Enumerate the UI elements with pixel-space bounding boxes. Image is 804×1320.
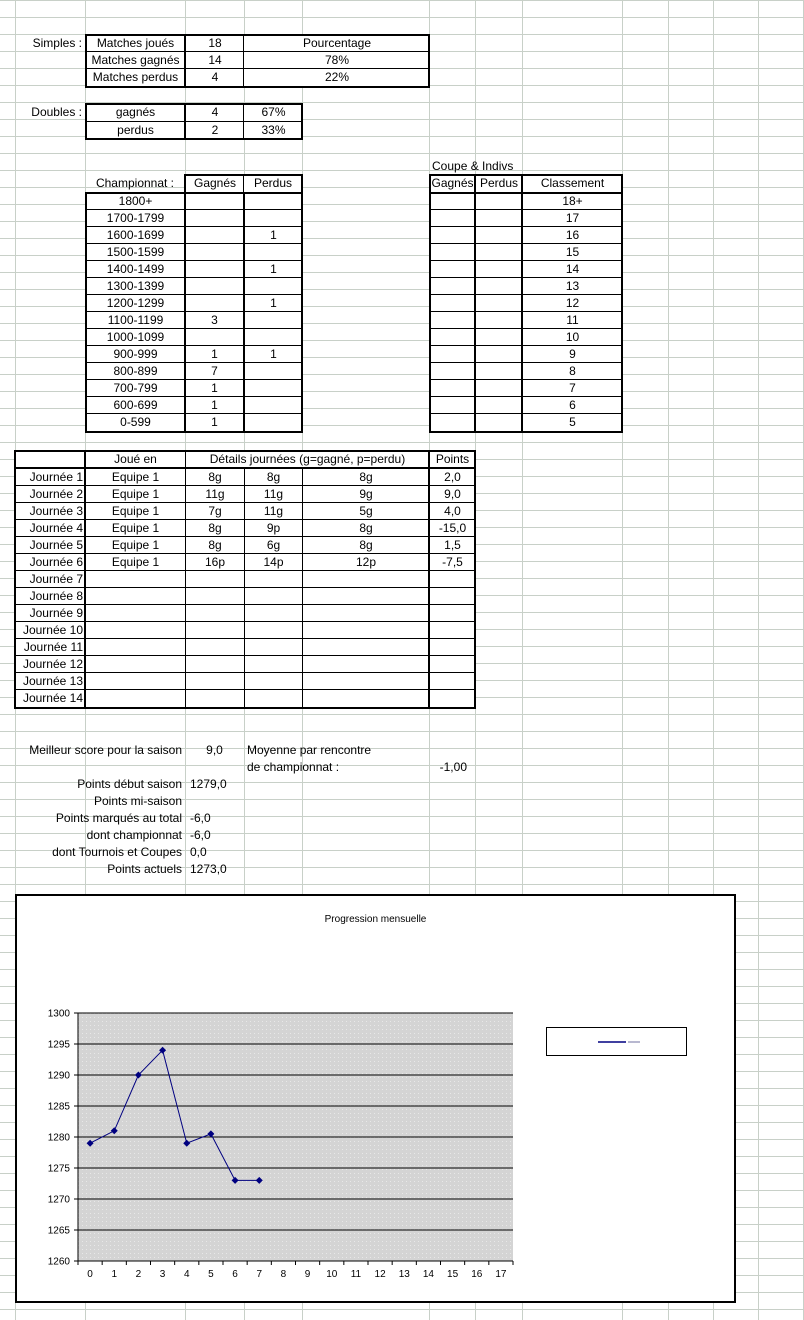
- journee-points[interactable]: 1,5: [444, 538, 461, 552]
- journee-day: Journée 3: [29, 504, 83, 518]
- journee-day: Journée 12: [22, 657, 83, 671]
- championnat-lost[interactable]: [245, 329, 302, 346]
- championnat-lost[interactable]: [245, 193, 302, 210]
- coupe-rank: 9: [569, 347, 576, 361]
- championnat-range: 1600-1699: [106, 228, 165, 242]
- journee-match-1[interactable]: [186, 571, 244, 588]
- championnat-lost[interactable]: [245, 414, 302, 431]
- coupe-won[interactable]: [430, 329, 475, 346]
- championnat-won[interactable]: [186, 210, 243, 227]
- championnat-won[interactable]: [186, 227, 243, 244]
- journee-match-2[interactable]: 9p: [266, 521, 281, 535]
- coupe-lost[interactable]: [476, 312, 522, 329]
- championnat-won[interactable]: 7: [211, 364, 218, 378]
- journee-team[interactable]: [86, 656, 185, 673]
- coupe-rank: 10: [565, 330, 580, 344]
- col-divider: [184, 35, 186, 87]
- coupe-won[interactable]: [430, 380, 475, 397]
- x-tick-label: 17: [495, 1269, 507, 1280]
- journee-match-2[interactable]: 6g: [266, 538, 281, 552]
- championnat-won[interactable]: [186, 295, 243, 312]
- journee-match-2[interactable]: 14p: [263, 555, 284, 569]
- journee-match-1[interactable]: [186, 690, 244, 707]
- coupe-lost-header: Perdus: [479, 176, 519, 190]
- championnat-lost[interactable]: [245, 210, 302, 227]
- championnat-lost[interactable]: [245, 312, 302, 329]
- y-tick-label: 1275: [47, 1163, 70, 1175]
- coupe-lost[interactable]: [476, 414, 522, 431]
- simples-row-label: Matches joués: [96, 36, 175, 50]
- journee-match-2[interactable]: 11g: [263, 487, 284, 501]
- championnat-won[interactable]: 1: [211, 347, 218, 361]
- journee-team[interactable]: [86, 622, 185, 639]
- coupe-rank: 15: [565, 245, 580, 259]
- grid-row-line: [0, 884, 804, 885]
- coupe-rank: 8: [569, 364, 576, 378]
- summary-value: 0,0: [190, 845, 207, 859]
- simples-row-pct[interactable]: 22%: [324, 70, 350, 84]
- journee-day: Journée 1: [29, 470, 83, 484]
- journee-points[interactable]: [430, 673, 475, 690]
- journee-match-3[interactable]: [303, 639, 429, 656]
- journee-match-3[interactable]: [303, 605, 429, 622]
- x-tick-label: 1: [111, 1269, 118, 1280]
- journee-team[interactable]: Equipe 1: [111, 487, 160, 501]
- x-tick-label: 6: [232, 1269, 238, 1280]
- journee-match-3[interactable]: [303, 622, 429, 639]
- simples-row-value[interactable]: 14: [208, 53, 222, 67]
- col-divider: [244, 469, 245, 708]
- best-score-label: Meilleur score pour la saison: [29, 743, 182, 757]
- col-divider: [243, 104, 244, 139]
- coupe-won[interactable]: [430, 210, 475, 227]
- chart-title: Progression mensuelle: [324, 914, 427, 925]
- coupe-lost[interactable]: [476, 278, 522, 295]
- summary-value: 1273,0: [190, 862, 227, 876]
- x-tick-label: 13: [398, 1269, 410, 1280]
- grid-row-line: [0, 153, 804, 154]
- x-tick-label: 5: [208, 1269, 214, 1280]
- championnat-range: 900-999: [113, 347, 158, 361]
- championnat-won[interactable]: 1: [211, 398, 218, 412]
- simples-label: Simples :: [32, 36, 82, 50]
- championnat-won[interactable]: 1: [211, 415, 218, 429]
- coupe-lost[interactable]: [476, 397, 522, 414]
- journee-team[interactable]: Equipe 1: [111, 504, 160, 518]
- summary-label: Points début saison: [77, 777, 182, 791]
- legend-series-label: [628, 1041, 640, 1043]
- chart-plot: [17, 896, 734, 1301]
- journee-match-1[interactable]: 11g: [205, 487, 225, 501]
- coupe-rank: 12: [565, 296, 580, 310]
- journee-match-1[interactable]: 16p: [204, 555, 226, 569]
- summary-label: dont Tournois et Coupes: [52, 845, 182, 859]
- journee-points[interactable]: -15,0: [438, 521, 467, 535]
- journee-match-3[interactable]: 8g: [359, 538, 373, 552]
- doubles-row-pct[interactable]: 33%: [261, 123, 286, 137]
- coupe-won[interactable]: [430, 227, 475, 244]
- journee-team[interactable]: Equipe 1: [111, 555, 160, 569]
- x-tick-label: 4: [183, 1269, 190, 1280]
- championnat-won[interactable]: [186, 261, 243, 278]
- coupe-won[interactable]: [430, 261, 475, 278]
- journee-match-2[interactable]: [245, 571, 302, 588]
- journee-points[interactable]: 4,0: [444, 504, 461, 518]
- championnat-range: 1100-1199: [107, 313, 164, 327]
- x-tick-label: 14: [422, 1269, 434, 1280]
- grid-row-line: [0, 170, 804, 171]
- y-tick-label: 1260: [47, 1256, 70, 1268]
- simples-row-label: Matches perdus: [92, 70, 179, 84]
- average-label-2: de championnat :: [247, 760, 340, 774]
- summary-label: Points actuels: [107, 862, 182, 876]
- col-divider: [185, 451, 186, 708]
- coupe-lost[interactable]: [476, 227, 522, 244]
- championnat-lost[interactable]: 1: [270, 262, 277, 276]
- championnat-lost[interactable]: 1: [270, 296, 277, 310]
- championnat-range: 1200-1299: [106, 296, 165, 310]
- summary-label: dont championnat: [86, 828, 182, 842]
- championnat-won[interactable]: [186, 329, 243, 346]
- grid-row-line: [0, 0, 804, 1]
- coupe-won[interactable]: [430, 244, 475, 261]
- col-divider: [521, 175, 523, 432]
- journee-match-3[interactable]: 12p: [355, 555, 377, 569]
- journee-match-3[interactable]: [303, 571, 429, 588]
- average-label-1: Moyenne par rencontre: [247, 743, 372, 757]
- coupe-won[interactable]: [430, 312, 475, 329]
- summary-label: Points marqués au total: [55, 811, 182, 825]
- grid-row-line: [0, 714, 804, 715]
- journee-match-3[interactable]: 8g: [359, 470, 373, 484]
- coupe-lost[interactable]: [476, 210, 522, 227]
- coupe-rank: 11: [566, 313, 579, 327]
- coupe-won[interactable]: [430, 295, 475, 312]
- journee-team[interactable]: [86, 673, 185, 690]
- championnat-lost[interactable]: [245, 244, 302, 261]
- championnat-lost[interactable]: [245, 397, 302, 414]
- journee-match-2[interactable]: [245, 588, 302, 605]
- journee-team[interactable]: [86, 571, 185, 588]
- chart-legend[interactable]: [546, 1027, 687, 1056]
- championnat-won-header: Gagnés: [193, 176, 237, 190]
- journee-match-3[interactable]: 8g: [359, 521, 373, 535]
- journee-team[interactable]: [86, 690, 185, 707]
- journee-points[interactable]: [430, 571, 475, 588]
- championnat-range: 1400-1499: [106, 262, 165, 276]
- journee-match-3[interactable]: 9g: [359, 487, 373, 501]
- journee-team[interactable]: Equipe 1: [111, 521, 160, 535]
- journee-details-header: Détails journées (g=gagné, p=perdu): [209, 452, 406, 466]
- journee-day: Journée 2: [29, 487, 83, 501]
- coupe-won[interactable]: [430, 397, 475, 414]
- journee-match-3[interactable]: 5g: [359, 504, 373, 518]
- coupe-lost[interactable]: [476, 329, 522, 346]
- journee-points[interactable]: 2,0: [444, 470, 461, 484]
- journee-match-1[interactable]: [186, 656, 244, 673]
- journee-points[interactable]: [430, 605, 475, 622]
- simples-row-value[interactable]: 4: [211, 70, 219, 84]
- doubles-label: Doubles :: [31, 105, 82, 119]
- championnat-lost[interactable]: [245, 363, 302, 380]
- doubles-row-value[interactable]: 4: [211, 105, 219, 119]
- championnat-range: 600-699: [113, 398, 158, 412]
- journee-day: Journée 7: [29, 572, 83, 586]
- summary-value: -6,0: [190, 811, 211, 825]
- col-divider: [184, 104, 186, 139]
- x-tick-label: 3: [159, 1269, 166, 1280]
- journee-match-2[interactable]: [245, 605, 302, 622]
- x-tick-label: 9: [304, 1269, 311, 1280]
- y-tick-label: 1285: [47, 1101, 70, 1113]
- journee-team[interactable]: Equipe 1: [111, 538, 160, 552]
- average-value: -1,00: [439, 760, 467, 774]
- journee-points[interactable]: [430, 690, 475, 707]
- journee-team[interactable]: [86, 605, 185, 622]
- journee-match-2[interactable]: 8g: [266, 470, 281, 484]
- journee-points[interactable]: [430, 622, 475, 639]
- coupe-won[interactable]: [430, 193, 475, 210]
- x-tick-label: 12: [374, 1269, 386, 1280]
- coupe-title: Coupe & Indivs: [432, 159, 514, 173]
- x-tick-label: 16: [471, 1269, 483, 1280]
- coupe-lost[interactable]: [476, 244, 522, 261]
- journee-match-1[interactable]: [186, 639, 244, 656]
- col-divider: [428, 451, 430, 708]
- journee-day: Journée 8: [29, 589, 83, 603]
- coupe-won[interactable]: [430, 363, 475, 380]
- journee-match-2[interactable]: [245, 673, 302, 690]
- championnat-label: Championnat :: [95, 176, 175, 190]
- journee-match-2[interactable]: [245, 656, 302, 673]
- championnat-range: 0-599: [120, 415, 151, 429]
- journee-day: Journée 9: [29, 606, 83, 620]
- journee-day: Journée 14: [22, 691, 83, 705]
- championnat-range: 700-799: [113, 381, 158, 395]
- doubles-row-value[interactable]: 2: [211, 123, 219, 137]
- x-tick-label: 0: [87, 1269, 93, 1280]
- championnat-lost[interactable]: [245, 278, 302, 295]
- coupe-rank: 16: [565, 228, 580, 242]
- coupe-rank: 18+: [562, 194, 583, 208]
- best-score-value: 9,0: [206, 743, 223, 757]
- y-tick-label: 1280: [47, 1132, 70, 1144]
- journee-match-1[interactable]: 8g: [208, 538, 222, 552]
- coupe-lost[interactable]: [476, 380, 522, 397]
- x-tick-label: 8: [280, 1269, 287, 1280]
- col-divider: [243, 35, 244, 87]
- journee-match-3[interactable]: [303, 656, 429, 673]
- grid-row-line: [0, 731, 804, 732]
- journee-points-header: Points: [435, 452, 470, 466]
- journee-match-3[interactable]: [303, 588, 429, 605]
- col-divider: [243, 193, 245, 432]
- y-tick-label: 1300: [47, 1008, 70, 1020]
- coupe-rank: 7: [569, 381, 576, 395]
- championnat-lost[interactable]: [245, 380, 302, 397]
- x-tick-label: 2: [135, 1269, 142, 1280]
- journee-match-2[interactable]: 11g: [263, 504, 284, 518]
- journee-match-1[interactable]: [186, 622, 244, 639]
- simples-row-pct[interactable]: 78%: [324, 53, 350, 67]
- coupe-lost[interactable]: [476, 363, 522, 380]
- championnat-range: 1000-1099: [106, 330, 165, 344]
- coupe-rank: 5: [569, 415, 576, 429]
- championnat-lost[interactable]: 1: [270, 228, 277, 242]
- coupe-won-header: Gagnés: [431, 176, 474, 190]
- y-tick-label: 1290: [47, 1070, 70, 1082]
- simples-row-value[interactable]: 18: [208, 36, 222, 50]
- summary-label: Points mi-saison: [93, 794, 182, 808]
- championnat-range: 800-899: [113, 364, 158, 378]
- journee-day: Journée 13: [22, 674, 83, 688]
- championnat-won[interactable]: [186, 244, 243, 261]
- journee-day: Journée 6: [29, 555, 83, 569]
- journee-day: Journée 4: [29, 521, 83, 535]
- summary-value: 1279,0: [190, 777, 227, 791]
- coupe-rank: 14: [565, 262, 580, 276]
- coupe-won[interactable]: [430, 278, 475, 295]
- coupe-lost[interactable]: [476, 193, 522, 210]
- simples-row-label: Matches gagnés: [91, 53, 180, 67]
- y-tick-label: 1265: [47, 1225, 70, 1237]
- x-tick-label: 11: [350, 1269, 362, 1280]
- journee-match-3[interactable]: [303, 690, 429, 707]
- journee-points[interactable]: 9,0: [444, 487, 461, 501]
- coupe-rank: 13: [565, 279, 580, 293]
- journee-day: Journée 10: [22, 623, 83, 637]
- journee-team[interactable]: Equipe 1: [111, 470, 160, 484]
- journee-team-header: Joué en: [114, 452, 157, 466]
- journee-match-2[interactable]: [245, 622, 302, 639]
- col-divider: [302, 469, 303, 708]
- x-tick-label: 7: [256, 1269, 263, 1280]
- coupe-rank: 6: [569, 398, 576, 412]
- championnat-won[interactable]: [186, 193, 243, 210]
- journee-match-1[interactable]: [186, 673, 244, 690]
- journee-points[interactable]: [430, 639, 475, 656]
- journee-points[interactable]: -7,5: [442, 555, 463, 569]
- championnat-range: 1300-1399: [106, 279, 165, 293]
- doubles-row-label: perdus: [117, 123, 154, 137]
- coupe-lost[interactable]: [476, 346, 522, 363]
- journee-points[interactable]: [430, 588, 475, 605]
- championnat-won[interactable]: 1: [211, 381, 218, 395]
- coupe-lost[interactable]: [476, 261, 522, 278]
- coupe-won[interactable]: [430, 346, 475, 363]
- col-divider: [84, 451, 86, 708]
- championnat-range: 1800+: [118, 194, 153, 208]
- championnat-range: 1700-1799: [106, 211, 165, 225]
- journee-match-2[interactable]: [245, 690, 302, 707]
- journee-match-1[interactable]: 7g: [208, 504, 222, 518]
- journee-day: Journée 5: [29, 538, 83, 552]
- x-tick-label: 10: [326, 1269, 338, 1280]
- journee-day: Journée 11: [23, 640, 83, 654]
- journee-match-1[interactable]: 8g: [208, 470, 222, 484]
- coupe-won[interactable]: [430, 414, 475, 431]
- doubles-row-pct[interactable]: 67%: [261, 105, 286, 119]
- doubles-row-label: gagnés: [115, 105, 156, 119]
- coupe-rank: 17: [565, 211, 580, 225]
- championnat-range: 1500-1599: [106, 245, 165, 259]
- championnat-lost-header: Perdus: [253, 176, 293, 190]
- summary-value: [185, 793, 244, 810]
- journee-match-1[interactable]: [186, 588, 244, 605]
- grid-row-line: [0, 442, 804, 443]
- journee-match-1[interactable]: [186, 605, 244, 622]
- col-divider: [474, 175, 476, 432]
- championnat-won[interactable]: [186, 278, 243, 295]
- simples-row-pct[interactable]: Pourcentage: [302, 36, 372, 50]
- journee-match-1[interactable]: 8g: [208, 521, 222, 535]
- journee-team[interactable]: [86, 588, 185, 605]
- x-tick-label: 15: [447, 1269, 459, 1280]
- y-tick-label: 1270: [47, 1194, 70, 1206]
- summary-value: -6,0: [190, 828, 211, 842]
- progression-chart[interactable]: [15, 894, 736, 1303]
- grid-row-line: [0, 1309, 804, 1310]
- journee-match-2[interactable]: [245, 639, 302, 656]
- coupe-lost[interactable]: [476, 295, 522, 312]
- col-divider: [184, 193, 186, 432]
- grid-row-line: [0, 17, 804, 18]
- journee-team[interactable]: [86, 639, 185, 656]
- coupe-rank-header: Classement: [540, 176, 605, 190]
- y-tick-label: 1295: [47, 1039, 70, 1051]
- championnat-lost[interactable]: 1: [270, 347, 277, 361]
- journee-points[interactable]: [430, 656, 475, 673]
- championnat-won[interactable]: 3: [211, 313, 218, 327]
- journee-match-3[interactable]: [303, 673, 429, 690]
